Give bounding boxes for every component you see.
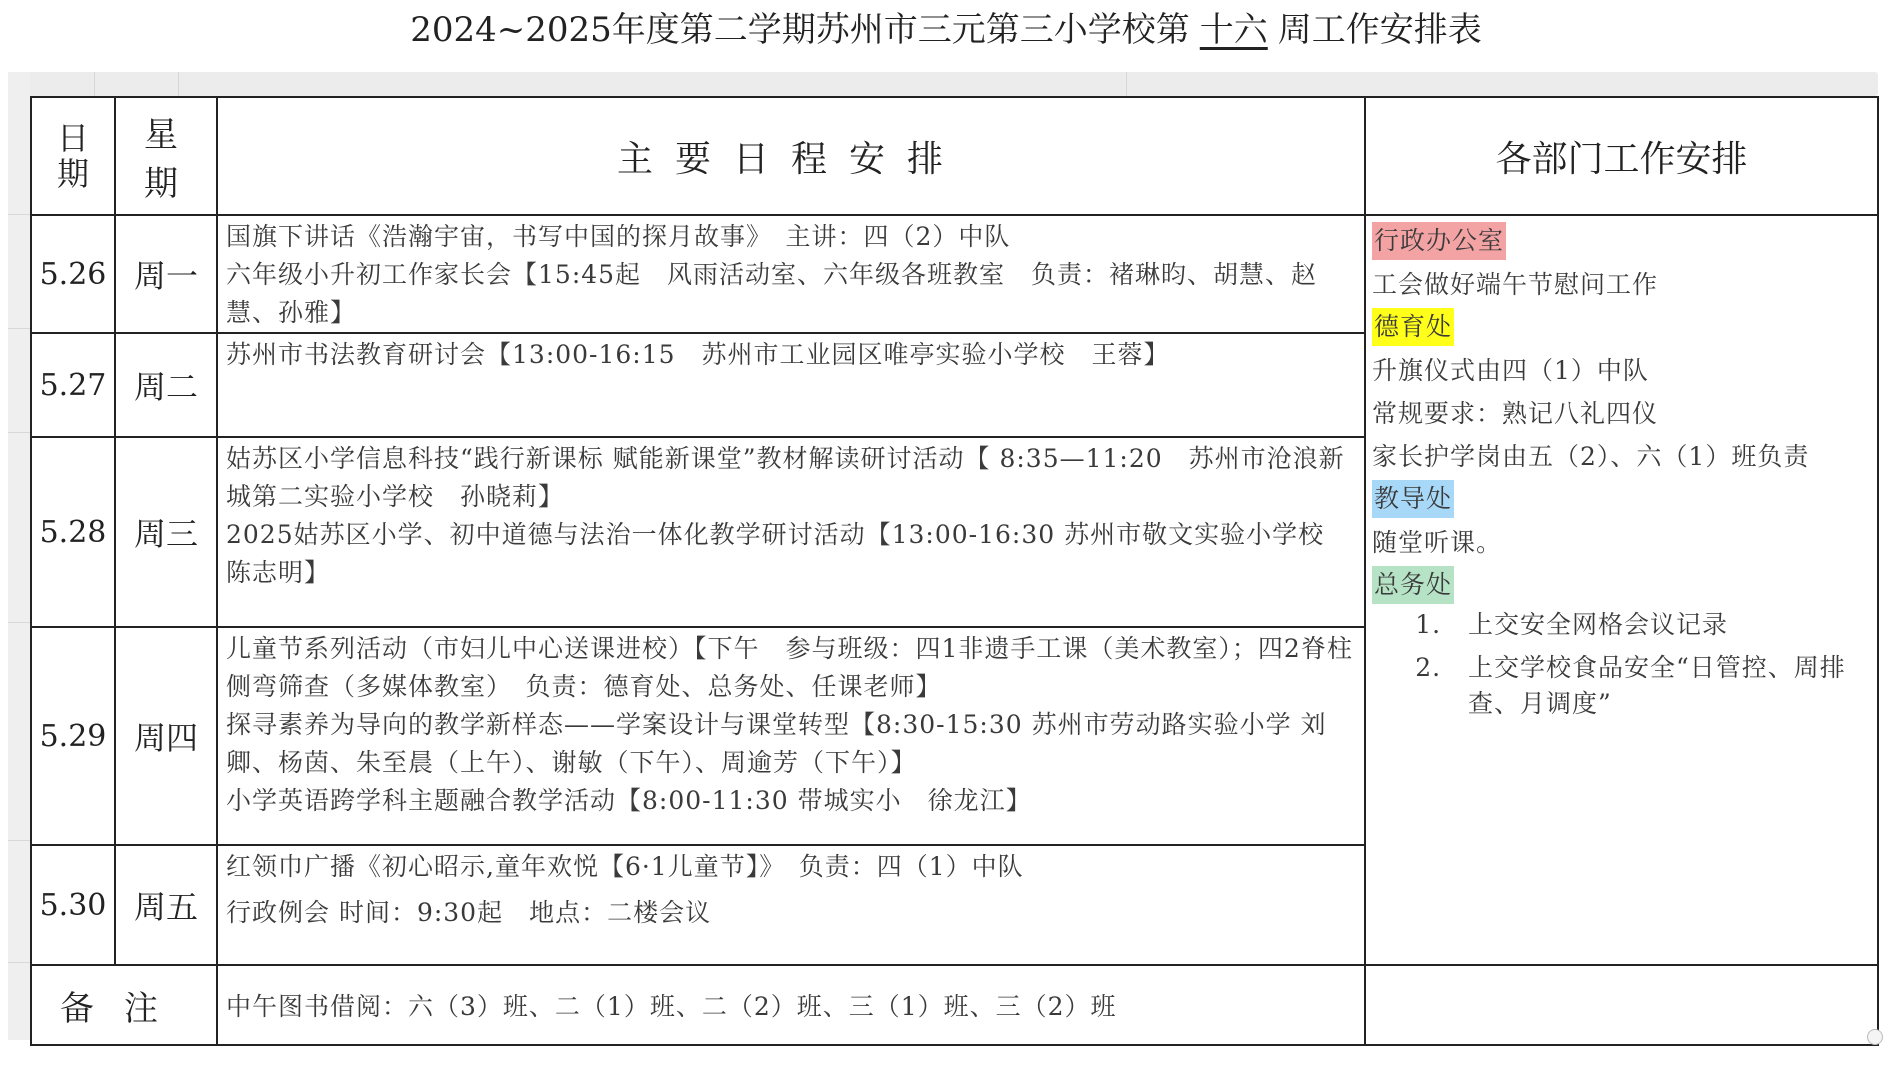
row-schedule [217, 627, 1365, 845]
dept-moral-item: 常规要求：熟记八礼四仪 [1372, 399, 1659, 428]
header-schedule: 主要日程安排 [217, 97, 1365, 215]
schedule-item: 六年级小升初工作家长会【15:45起 风雨活动室、六年级各班教室 负责：褚琳昀、胡慧、赵慧、孙雅】 [226, 260, 1318, 327]
row-divider [8, 328, 30, 329]
column-divider [178, 72, 179, 96]
schedule-item: 行政例会 时间：9:30起 地点：二楼会议 [226, 898, 712, 927]
row-divider [8, 214, 30, 215]
department-cell [1365, 215, 1878, 965]
dept-general-label: 总务处 [1372, 566, 1454, 604]
row-weekday: 周五 [115, 845, 217, 965]
dept-moral-label: 德育处 [1372, 308, 1454, 346]
column-divider [1126, 72, 1127, 96]
schedule-item: 红领巾广播《初心昭示,童年欢悦【6·1儿童节】》 负责：四（1）中队 [226, 852, 1024, 881]
row-schedule [217, 215, 1365, 333]
row-divider [8, 622, 30, 623]
dept-teaching-item: 随堂听课。 [1372, 528, 1503, 557]
notes-text: 中午图书借阅：六（3）班、二（1）班、二（2）班、三（1）班、三（2）班 [217, 965, 1365, 1045]
dept-moral-item: 家长护学岗由五（2）、六（1）班负责 [1372, 442, 1810, 471]
header-date-char: 日 [56, 119, 89, 157]
row-divider [8, 962, 30, 963]
table-row [31, 215, 1878, 333]
dept-teaching-label: 教导处 [1372, 480, 1454, 518]
dept-admin-label: 行政办公室 [1372, 222, 1506, 260]
title-prefix: 2024~2025年度第二学期苏州市三元第三小学校第 [410, 10, 1190, 50]
dept-general-item: 2. 上交学校食品安全“日管控、周排查、月调度” [1450, 650, 1871, 722]
title-suffix: 周工作安排表 [1277, 10, 1482, 50]
title-week-number: 十六 [1199, 10, 1268, 50]
schedule-table [30, 96, 1879, 1046]
header-weekday: 星 期 [115, 97, 217, 215]
row-date: 5.28 [31, 437, 115, 627]
row-divider [8, 432, 30, 433]
schedule-item: 探寻素养为导向的教学新样态——学案设计与课堂转型【8:30-15:30 苏州市劳动路实验小学 刘卿、杨茵、朱至晨（上午）、谢敏（下午）、周逾芳（下午）】 [226, 710, 1327, 777]
schedule-item: 国旗下讲话《浩瀚宇宙，书写中国的探月故事》 主讲：四（2）中队 [226, 222, 1011, 251]
row-date: 5.27 [31, 333, 115, 437]
row-schedule [217, 437, 1365, 627]
page-title [0, 6, 1892, 54]
dept-moral-item: 升旗仪式由四（1）中队 [1372, 356, 1649, 385]
schedule-item: 儿童节系列活动（市妇儿中心送课进校）【下午 参与班级：四1非遗手工课（美术教室）；四2脊柱侧弯筛查（多媒体教室） 负责：德育处、总务处、任课老师】 [226, 634, 1353, 701]
row-weekday: 周二 [115, 333, 217, 437]
row-date: 5.26 [31, 215, 115, 333]
spreadsheet-column-header-strip [8, 72, 1878, 96]
dept-general-list [1372, 607, 1871, 722]
dept-admin-item: 工会做好端午节慰问工作 [1372, 270, 1659, 299]
row-schedule [217, 333, 1365, 437]
header-date-label [57, 119, 89, 193]
schedule-item: 姑苏区小学信息科技“践行新课标 赋能新课堂”教材解读研讨活动【 8:35—11:20 苏州市沧浪新城第二实验小学校 孙晓莉】 [226, 444, 1345, 511]
row-schedule [217, 845, 1365, 965]
row-weekday: 周三 [115, 437, 217, 627]
header-date [31, 97, 115, 215]
row-date: 5.30 [31, 845, 115, 965]
column-divider [94, 72, 95, 96]
row-date: 5.29 [31, 627, 115, 845]
notes-label: 备注 [31, 965, 217, 1045]
header-departments: 各部门工作安排 [1365, 97, 1878, 215]
notes-empty-cell [1365, 965, 1878, 1045]
row-weekday: 周一 [115, 215, 217, 333]
notes-row [31, 965, 1878, 1045]
header-date-char: 期 [56, 155, 89, 193]
header-row [31, 97, 1878, 215]
schedule-item: 2025姑苏区小学、初中道德与法治一体化教学研讨活动【13:00-16:30 苏州市敬文实验小学校 陈志明】 [226, 520, 1325, 587]
resize-handle[interactable] [1867, 1029, 1883, 1045]
dept-general-item: 1. 上交安全网格会议记录 [1450, 607, 1871, 643]
spreadsheet-row-header-strip [8, 72, 30, 1040]
row-weekday: 周四 [115, 627, 217, 845]
row-divider [8, 840, 30, 841]
schedule-item: 小学英语跨学科主题融合教学活动【8:00-11:30 带城实小 徐龙江】 [226, 786, 1032, 815]
schedule-item: 苏州市书法教育研讨会【13:00-16:15 苏州市工业园区唯亭实验小学校 王蓉】 [226, 340, 1170, 369]
